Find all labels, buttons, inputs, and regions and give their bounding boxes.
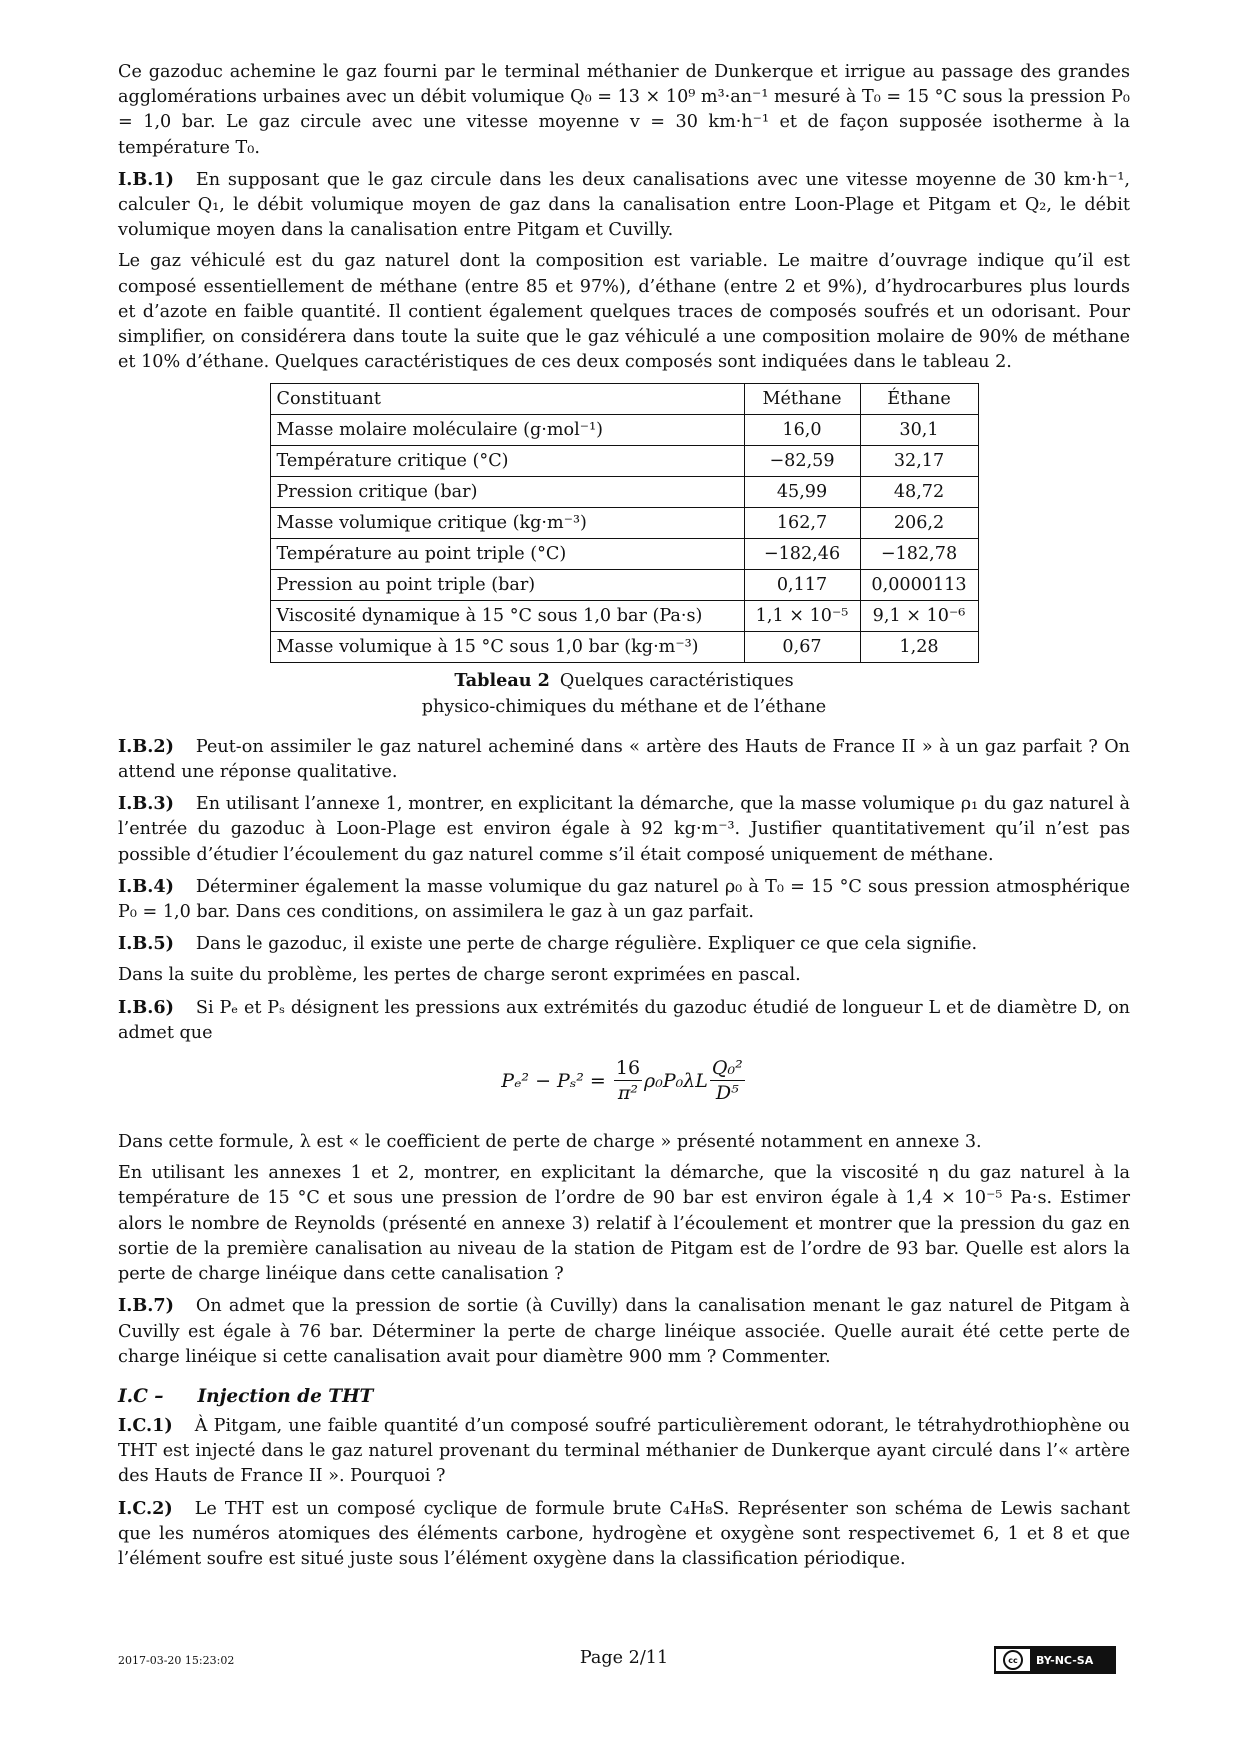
table-cell: 1,1 × 10⁻⁵ xyxy=(744,601,860,632)
formula-denominator: D⁵ xyxy=(715,1082,739,1105)
table-cell: −182,46 xyxy=(744,539,860,570)
question-text: Si Pₑ et Pₛ désignent les pressions aux extrémités du gazoduc étudié de longueur L et de diamètre D, on admet que xyxy=(118,997,1130,1043)
formula-numerator: Q₀² xyxy=(711,1057,743,1080)
section-heading-IC xyxy=(118,1386,1130,1407)
table-cell: 30,1 xyxy=(860,415,978,446)
table-cell: 1,28 xyxy=(860,632,978,663)
question-IB4 xyxy=(118,874,1130,925)
table-row xyxy=(270,539,978,570)
question-label: I.C.1) xyxy=(118,1414,173,1436)
table-cell: 0,117 xyxy=(744,570,860,601)
table-cell: Température au point triple (°C) xyxy=(270,539,744,570)
question-IC2 xyxy=(118,1496,1130,1573)
cc-glyph: cc xyxy=(1003,1650,1023,1670)
table-cell: Pression critique (bar) xyxy=(270,477,744,508)
question-label: I.B.6) xyxy=(118,996,174,1018)
question-text: À Pitgam, une faible quantité d’un composé soufré particulièrement odorant, le tétrahydrothiophène ou THT est injecté dans le gaz naturel provenant du terminal méthanier de Dunkerque ayant circulé dans l’« artère des Hauts de France II ». Pourquoi ? xyxy=(118,1415,1130,1487)
question-IB7 xyxy=(118,1293,1130,1370)
pressure-loss-formula xyxy=(118,1056,1130,1120)
caption-label: Tableau 2 xyxy=(454,670,550,692)
header-cell: Constituant xyxy=(270,384,744,415)
intro-paragraph: Ce gazoduc achemine le gaz fourni par le terminal méthanier de Dunkerque et irrigue au passage des grandes agglomérations urbaines avec un débit volumique Q₀ = 13 × 10⁹ m³·an⁻¹ mesuré à T₀ = 15 °C sous la pression P₀ = 1,0 bar. Le gaz circule avec une vitesse moyenne v = 30 km·h⁻¹ et de façon supposée isotherme à la température T₀. xyxy=(118,62,1130,158)
license-text: BY-NC-SA xyxy=(1036,1653,1094,1667)
section-number: I.C – xyxy=(118,1385,164,1407)
table-cell: Masse volumique à 15 °C sous 1,0 bar (kg·m⁻³) xyxy=(270,632,744,663)
formula-middle: ρ₀P₀λL xyxy=(644,1069,708,1092)
question-IB1 xyxy=(118,167,1130,244)
table-header-row xyxy=(270,384,978,415)
question-IB5 xyxy=(118,931,1130,957)
question-label: I.B.2) xyxy=(118,735,174,757)
table-row xyxy=(270,632,978,663)
formula-numerator: 16 xyxy=(615,1057,641,1080)
table-cell: Masse molaire moléculaire (g·mol⁻¹) xyxy=(270,415,744,446)
table-cell: 48,72 xyxy=(860,477,978,508)
creative-commons-icon xyxy=(996,1649,1030,1671)
formula-lhs: Pₑ² − Pₛ² = xyxy=(501,1069,606,1092)
section-title: Injection de THT xyxy=(197,1385,374,1407)
table-cell: 16,0 xyxy=(744,415,860,446)
document-page xyxy=(118,60,1130,1578)
header-cell: Méthane xyxy=(744,384,860,415)
question-IB2 xyxy=(118,734,1130,785)
composition-paragraph: Le gaz véhiculé est du gaz naturel dont la composition est variable. Le maitre d’ouvrage indique qu’il est composé essentiellement de méthane (entre 85 et 97%), d’éthane (entre 2 et 9%), d’hydrocarbures plus lourds et d’azote en faible quantité. Il contient également quelques traces de composés soufrés et un odorisant. Pour simplifier, on considérera dans toute la suite que le gaz véhiculé a une composition molaire de 90% de méthane et 10% d’éthane. Quelques caractéristiques de ces deux composés sont indiquées dans le tableau 2. xyxy=(118,251,1130,373)
table-row xyxy=(270,446,978,477)
table-cell: 9,1 × 10⁻⁶ xyxy=(860,601,978,632)
table-cell: 162,7 xyxy=(744,508,860,539)
question-text: En supposant que le gaz circule dans les deux canalisations avec une vitesse moyenne de 30 km·h⁻¹, calculer Q₁, le débit volumique moyen de gaz dans la canalisation entre Loon-Plage et Pitgam et Q₂, le débit volumique moyen dans la canalisation entre Pitgam et Cuvilly. xyxy=(118,169,1130,241)
table-cell: Pression au point triple (bar) xyxy=(270,570,744,601)
table-row xyxy=(270,601,978,632)
table-caption xyxy=(118,668,1130,719)
page-number: Page 2/11 xyxy=(579,1648,669,1668)
table-cell: Viscosité dynamique à 15 °C sous 1,0 bar (Pa·s) xyxy=(270,601,744,632)
header-cell: Éthane xyxy=(860,384,978,415)
question-label: I.B.4) xyxy=(118,875,174,897)
question-IB6 xyxy=(118,995,1130,1046)
table-cell: −182,78 xyxy=(860,539,978,570)
table-cell: 0,0000113 xyxy=(860,570,978,601)
formula-fraction-2 xyxy=(710,1056,745,1105)
caption-line-1: Quelques caractéristiques xyxy=(559,671,794,692)
table-row xyxy=(270,415,978,446)
question-text: Dans le gazoduc, il existe une perte de charge régulière. Expliquer ce que cela signifie. xyxy=(195,934,978,955)
table-row xyxy=(270,508,978,539)
timestamp: 2017-03-20 15:23:02 xyxy=(118,1654,235,1667)
pertes-paragraph: Dans la suite du problème, les pertes de charge seront exprimées en pascal. xyxy=(118,965,801,986)
table-cell: 206,2 xyxy=(860,508,978,539)
question-IB3 xyxy=(118,791,1130,868)
question-IC1 xyxy=(118,1413,1130,1490)
properties-table xyxy=(270,383,979,663)
question-text: On admet que la pression de sortie (à Cuvilly) dans la canalisation menant le gaz naturel de Pitgam à Cuvilly est égale à 76 bar. Déterminer la perte de charge linéique associée. Quelle aurait été cette perte de charge linéique si cette canalisation avait pour diamètre 900 mm ? Commenter. xyxy=(118,1296,1130,1367)
question-label: I.B.5) xyxy=(118,933,174,955)
formula-denominator: π² xyxy=(617,1082,638,1105)
question-label: I.B.3) xyxy=(118,793,174,815)
license-badge xyxy=(994,1646,1116,1674)
lambda-paragraph: Dans cette formule, λ est « le coefficient de perte de charge » présenté notamment en annexe 3. xyxy=(118,1132,982,1153)
question-label: I.C.2) xyxy=(118,1497,173,1519)
table-cell: 32,17 xyxy=(860,446,978,477)
question-text: Peut-on assimiler le gaz naturel acheminé dans « artère des Hauts de France II » à un gaz parfait ? On attend une réponse qualitative. xyxy=(118,736,1130,783)
table-cell: Température critique (°C) xyxy=(270,446,744,477)
question-text: Déterminer également la masse volumique du gaz naturel ρ₀ à T₀ = 15 °C sous pression atmosphérique P₀ = 1,0 bar. Dans ces conditions, on assimilera le gaz à un gaz parfait. xyxy=(118,876,1130,923)
table-cell: 45,99 xyxy=(744,477,860,508)
page-footer xyxy=(118,1646,1130,1676)
question-text: Le THT est un composé cyclique de formule brute C₄H₈S. Représenter son schéma de Lewis sachant que les numéros atomiques des éléments carbone, hydrogène et oxygène sont respectivemet 6, 1 et 8 et que l’élément soufre est situé juste sous l’élément oxygène dans la classification périodique. xyxy=(118,1498,1130,1569)
table-row xyxy=(270,570,978,601)
question-label: I.B.1) xyxy=(118,168,174,190)
table-cell: −82,59 xyxy=(744,446,860,477)
table-cell: Masse volumique critique (kg·m⁻³) xyxy=(270,508,744,539)
table-cell: 0,67 xyxy=(744,632,860,663)
table-row xyxy=(270,477,978,508)
question-text: En utilisant l’annexe 1, montrer, en explicitant la démarche, que la masse volumique ρ₁ du gaz naturel à l’entrée du gazoduc à Loon-Plage est environ égale à 92 kg·m⁻³. Justifier quantitativement qu’il n’est pas possible d’étudier l’écoulement du gaz naturel comme s’il était composé uniquement de méthane. xyxy=(118,794,1130,865)
caption-line-2: physico-chimiques du méthane et de l’éthane xyxy=(421,696,827,717)
question-label: I.B.7) xyxy=(118,1295,174,1317)
viscosity-paragraph: En utilisant les annexes 1 et 2, montrer, en explicitant la démarche, que la viscosité η du gaz naturel à la température de 15 °C et sous une pression de l’ordre de 90 bar est environ égale à 1,4 × 10⁻⁵ Pa·s. Estimer alors le nombre de Reynolds (présenté en annexe 3) relatif à l’écoulement et montrer que la pression du gaz en sortie de la première canalisation au niveau de la station de Pitgam est de l’ordre de 93 bar. Quelle est alors la perte de charge linéique dans cette canalisation ? xyxy=(118,1163,1130,1285)
formula-fraction-1 xyxy=(614,1056,642,1105)
